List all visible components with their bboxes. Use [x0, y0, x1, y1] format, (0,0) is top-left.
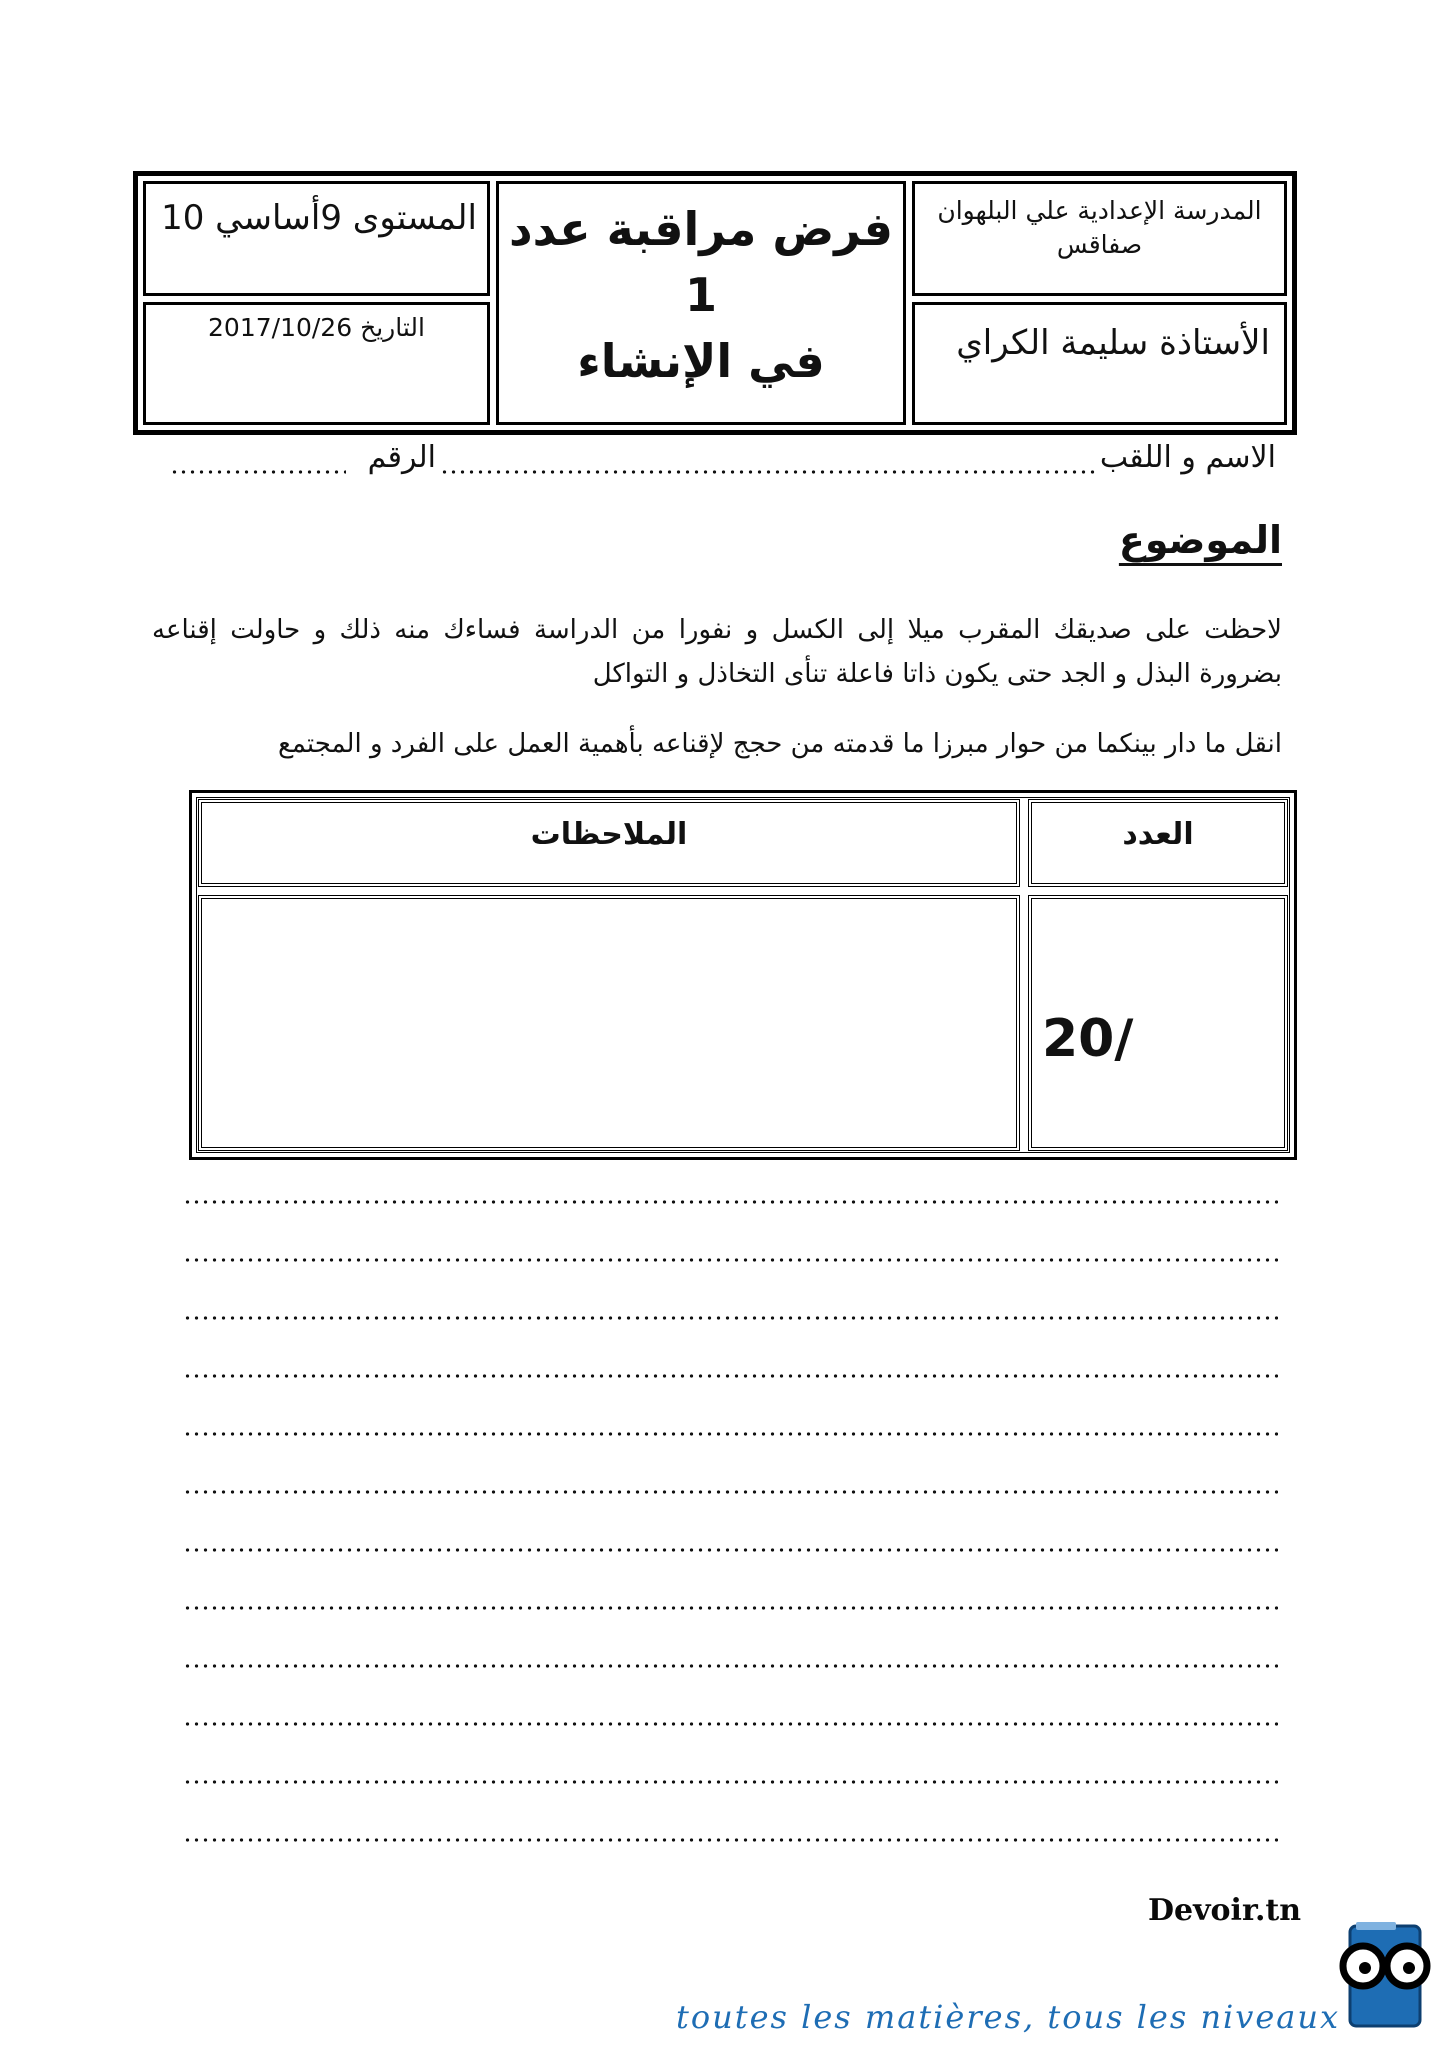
school-column	[912, 181, 1287, 425]
name-dots	[440, 470, 1096, 474]
score-cell: 20/	[1028, 895, 1288, 1151]
answer-line[interactable]	[183, 1606, 1278, 1610]
student-name-line[interactable]	[1100, 440, 1276, 475]
notes-cell	[198, 895, 1020, 1151]
exam-date: التاريخ 2017/10/26	[208, 313, 425, 342]
subject-paragraph-1: لاحظت على صديقك المقرب ميلا إلى الكسل و نفورا من الدراسة فساءك منه ذلك و حاولت إقناعه بضرورة البذل و الجد حتى يكون ذاتا فاعلة تنأى التخاذل و التواكل	[152, 615, 1282, 689]
answer-line[interactable]	[183, 1432, 1278, 1436]
answer-line[interactable]	[183, 1838, 1278, 1842]
student-number-line[interactable]	[368, 440, 436, 475]
answer-line[interactable]	[183, 1374, 1278, 1378]
brand-name: Devoir.tn	[1148, 1893, 1302, 1928]
teacher-cell	[912, 302, 1287, 425]
date-cell	[143, 302, 490, 425]
school-city: صفاقس	[1056, 230, 1143, 259]
answer-line[interactable]	[183, 1258, 1278, 1262]
level-column	[143, 181, 490, 425]
exam-subject: في الإنشاء	[577, 334, 825, 388]
level-text: المستوى 9أساسي 10	[161, 198, 477, 238]
answer-line[interactable]	[183, 1490, 1278, 1494]
level-cell	[143, 181, 490, 296]
subject-paragraph-2: انقل ما دار بينكما من حوار مبرزا ما قدمته من حجج لإقناعه بأهمية العمل على الفرد و المجتمع	[278, 729, 1282, 759]
header-table	[133, 171, 1297, 435]
answer-line[interactable]	[183, 1780, 1278, 1784]
answer-line[interactable]	[183, 1548, 1278, 1552]
answer-line[interactable]	[183, 1316, 1278, 1320]
number-label: الرقم	[367, 440, 436, 475]
answer-line[interactable]	[183, 1200, 1278, 1204]
school-cell	[912, 181, 1287, 296]
name-label: الاسم و اللقب	[1099, 440, 1276, 475]
subject-title: الموضوع	[1118, 518, 1282, 562]
school-name: المدرسة الإعدادية علي البلهوان	[937, 196, 1262, 225]
notes-header: الملاحظات	[198, 799, 1020, 887]
teacher-name: الأستاذة سليمة الكراي	[956, 323, 1270, 363]
answer-line[interactable]	[183, 1722, 1278, 1726]
answer-line[interactable]	[183, 1664, 1278, 1668]
exam-title-cell	[496, 181, 906, 425]
brand-slogan: toutes les matières, tous les niveaux	[676, 1998, 1341, 2036]
grade-table	[189, 790, 1297, 1160]
number-dots	[170, 470, 346, 474]
book-with-glasses-icon	[1330, 1918, 1440, 2042]
score-header: العدد	[1028, 799, 1288, 887]
exam-title: فرض مراقبة عدد 1	[509, 202, 893, 322]
